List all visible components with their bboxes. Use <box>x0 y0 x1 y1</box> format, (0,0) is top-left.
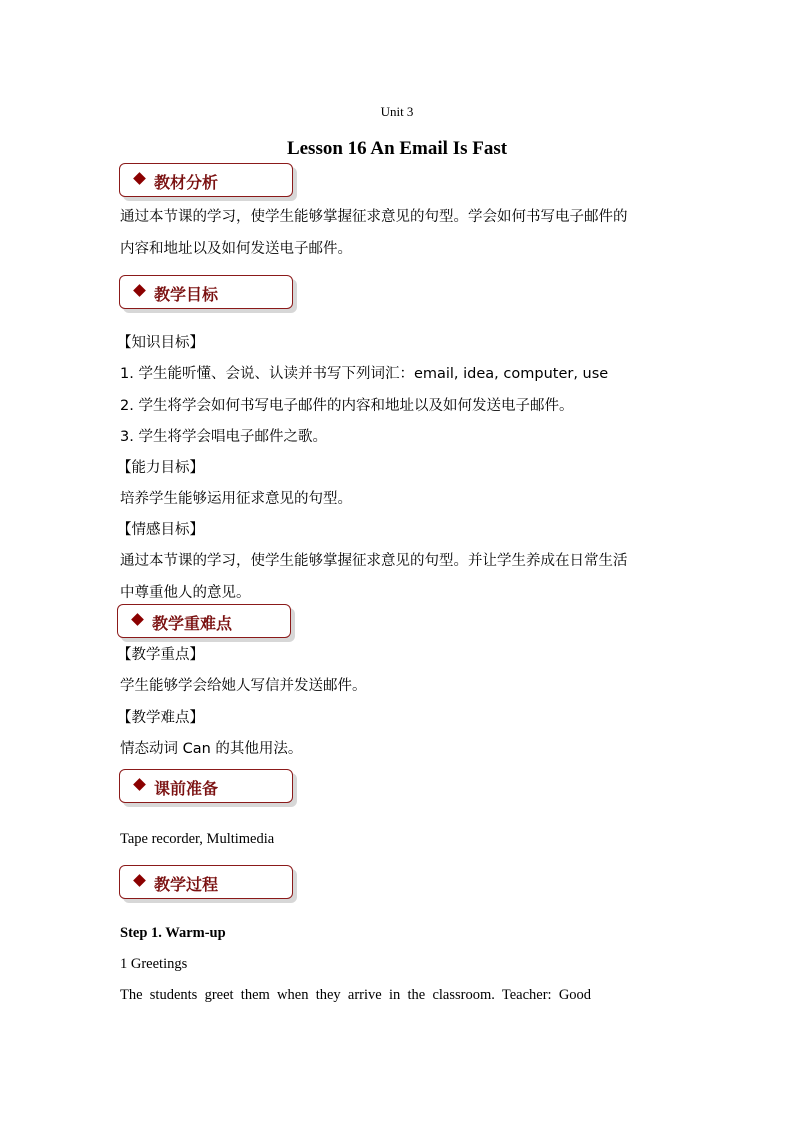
knowledge-item-2: 2. 学生将学会如何书写电子邮件的内容和地址以及如何发送电子邮件。 <box>120 398 574 414</box>
emotion-line-1: 通过本节课的学习，使学生能够掌握征求意见的句型。并让学生养成在日常生活 <box>120 553 628 569</box>
emotion-heading: 【情感目标】 <box>117 522 204 538</box>
section-label: 教学过程 <box>154 875 219 894</box>
section-label: 教学目标 <box>154 285 219 304</box>
focus-heading: 【教学重点】 <box>117 647 204 663</box>
diamond-bullet-icon <box>133 874 146 887</box>
diamond-bullet-icon <box>133 778 146 791</box>
section-header-key-points <box>117 604 291 638</box>
process-paragraph: The students greet them when they arrive in the classroom. Teacher: Good <box>120 987 592 1003</box>
knowledge-item-3: 3. 学生将学会唱电子邮件之歌。 <box>120 429 327 445</box>
difficulty-text: 情态动词 Can 的其他用法。 <box>120 741 303 757</box>
knowledge-item-1: 1. 学生能听懂、会说、认读并书写下列词汇：email, idea, computer, use <box>120 366 609 382</box>
greetings-item: 1 Greetings <box>120 956 188 972</box>
section-header-process <box>119 865 293 899</box>
diamond-bullet-icon <box>133 284 146 297</box>
analysis-line-2: 内容和地址以及如何发送电子邮件。 <box>120 241 352 257</box>
knowledge-heading: 【知识目标】 <box>117 335 204 351</box>
unit-label: Unit 3 <box>380 104 414 119</box>
ability-text: 培养学生能够运用征求意见的句型。 <box>120 491 352 507</box>
ability-heading: 【能力目标】 <box>117 460 204 476</box>
emotion-line-2: 中尊重他人的意见。 <box>120 585 251 601</box>
preparation-text: Tape recorder, Multimedia <box>120 831 275 847</box>
analysis-line-1: 通过本节课的学习，使学生能够掌握征求意见的句型。学会如何书写电子邮件的 <box>120 209 628 225</box>
lesson-title: Lesson 16 An Email Is Fast <box>286 138 508 159</box>
step-1-heading: Step 1. Warm-up <box>120 925 226 941</box>
section-label: 教材分析 <box>154 173 219 192</box>
difficulty-heading: 【教学难点】 <box>117 710 204 726</box>
section-header-analysis <box>119 163 293 197</box>
focus-text: 学生能够学会给她人写信并发送邮件。 <box>120 678 367 694</box>
section-header-preparation <box>119 769 293 803</box>
diamond-bullet-icon <box>131 613 144 626</box>
section-label: 课前准备 <box>154 779 219 798</box>
diamond-bullet-icon <box>133 172 146 185</box>
section-header-goals <box>119 275 293 309</box>
section-label: 教学重难点 <box>152 614 233 633</box>
